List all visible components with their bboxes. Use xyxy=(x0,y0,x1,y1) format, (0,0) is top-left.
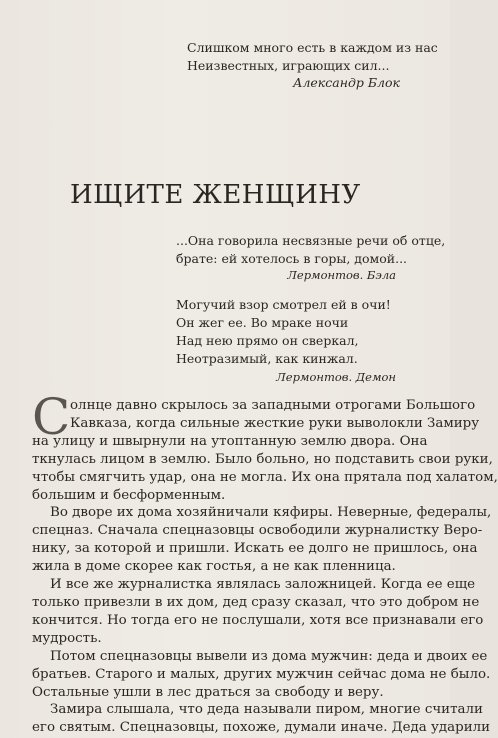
epigraph-line: Неизвестных, играющих сил... xyxy=(187,57,390,73)
epigraph-author: Лермонтов. Демон xyxy=(276,370,396,384)
epigraph-line: Над нею прямо он сверкал, xyxy=(176,333,359,348)
epigraph-line: ...Она говорила несвязные речи об отце, xyxy=(176,233,446,248)
text-line: большим и бесформенным. xyxy=(32,487,226,503)
epigraph-line: Неотразимый, как кинжал. xyxy=(176,351,358,366)
epigraph-blok xyxy=(187,39,438,92)
text-line: братьев. Старого и малых, других мужчин сейчас дома не было. xyxy=(32,666,491,682)
epigraph-author: Лермонтов. Бэла xyxy=(287,268,396,282)
text-line: ткнулась лицом в землю. Было больно, но подставить свои руки, xyxy=(32,451,493,467)
text-line: И все же журналистка являлась заложницей. Когда ее еще xyxy=(50,577,476,593)
epigraph-demon xyxy=(176,296,398,386)
text-line: мудрость. xyxy=(32,630,102,646)
text-line: только привезли в их дом, дед сразу сказал, что это добром не xyxy=(32,594,480,610)
text-line: чтобы смягчить удар, она не могла. Их она прятала под халатом, xyxy=(32,469,498,485)
text-line: Кавказа, когда сильные жесткие руки выволокли Замиру xyxy=(70,415,480,431)
text-line: олнце давно скрылось за западными отрогами Большого xyxy=(70,398,476,413)
epigraph-line: Он жег ее. Во мраке ночи xyxy=(176,315,349,330)
chapter-title: ИЩИТЕ ЖЕНЩИНУ xyxy=(70,180,361,210)
text-line: Остальные ушли в лес драться за свободу и веру. xyxy=(32,684,384,700)
drop-cap: С xyxy=(32,388,71,446)
epigraph-line: Слишком много есть в каждом из нас xyxy=(187,40,438,55)
text-line: жила в доме скорее как гостья, а не как пленница. xyxy=(32,559,396,575)
epigraph-bela xyxy=(176,232,446,285)
text-line: на улицу и швырнули на утоптанную землю двора. Она xyxy=(32,433,428,449)
epigraph-author: Александр Блок xyxy=(292,75,400,90)
text-line: его святым. Спецназовцы, похоже, думали иначе. Деда ударили xyxy=(32,720,491,736)
body-text xyxy=(32,388,498,737)
text-line: Замира слышала, что деда называли пиром, многие считали xyxy=(50,702,483,718)
epigraph-line: брате: ей хотелось в горы, домой... xyxy=(176,250,408,266)
epigraph-line: Могучий взор смотрел ей в очи! xyxy=(176,297,391,312)
text-line: нику, за которой и пришли. Искать ее долго не пришлось, она xyxy=(32,541,478,557)
text-line: кончится. Но тогда его не послушали, хотя все признавали его xyxy=(32,612,484,628)
text-line: спецназ. Сначала спецназовцы освободили журналистку Веро- xyxy=(32,523,483,539)
text-line: Потом спецназовцы вывели из дома мужчин: деда и двоих ее xyxy=(50,648,488,664)
text-line: Во дворе их дома хозяйничали кяфиры. Неверные, федералы, xyxy=(50,505,492,521)
